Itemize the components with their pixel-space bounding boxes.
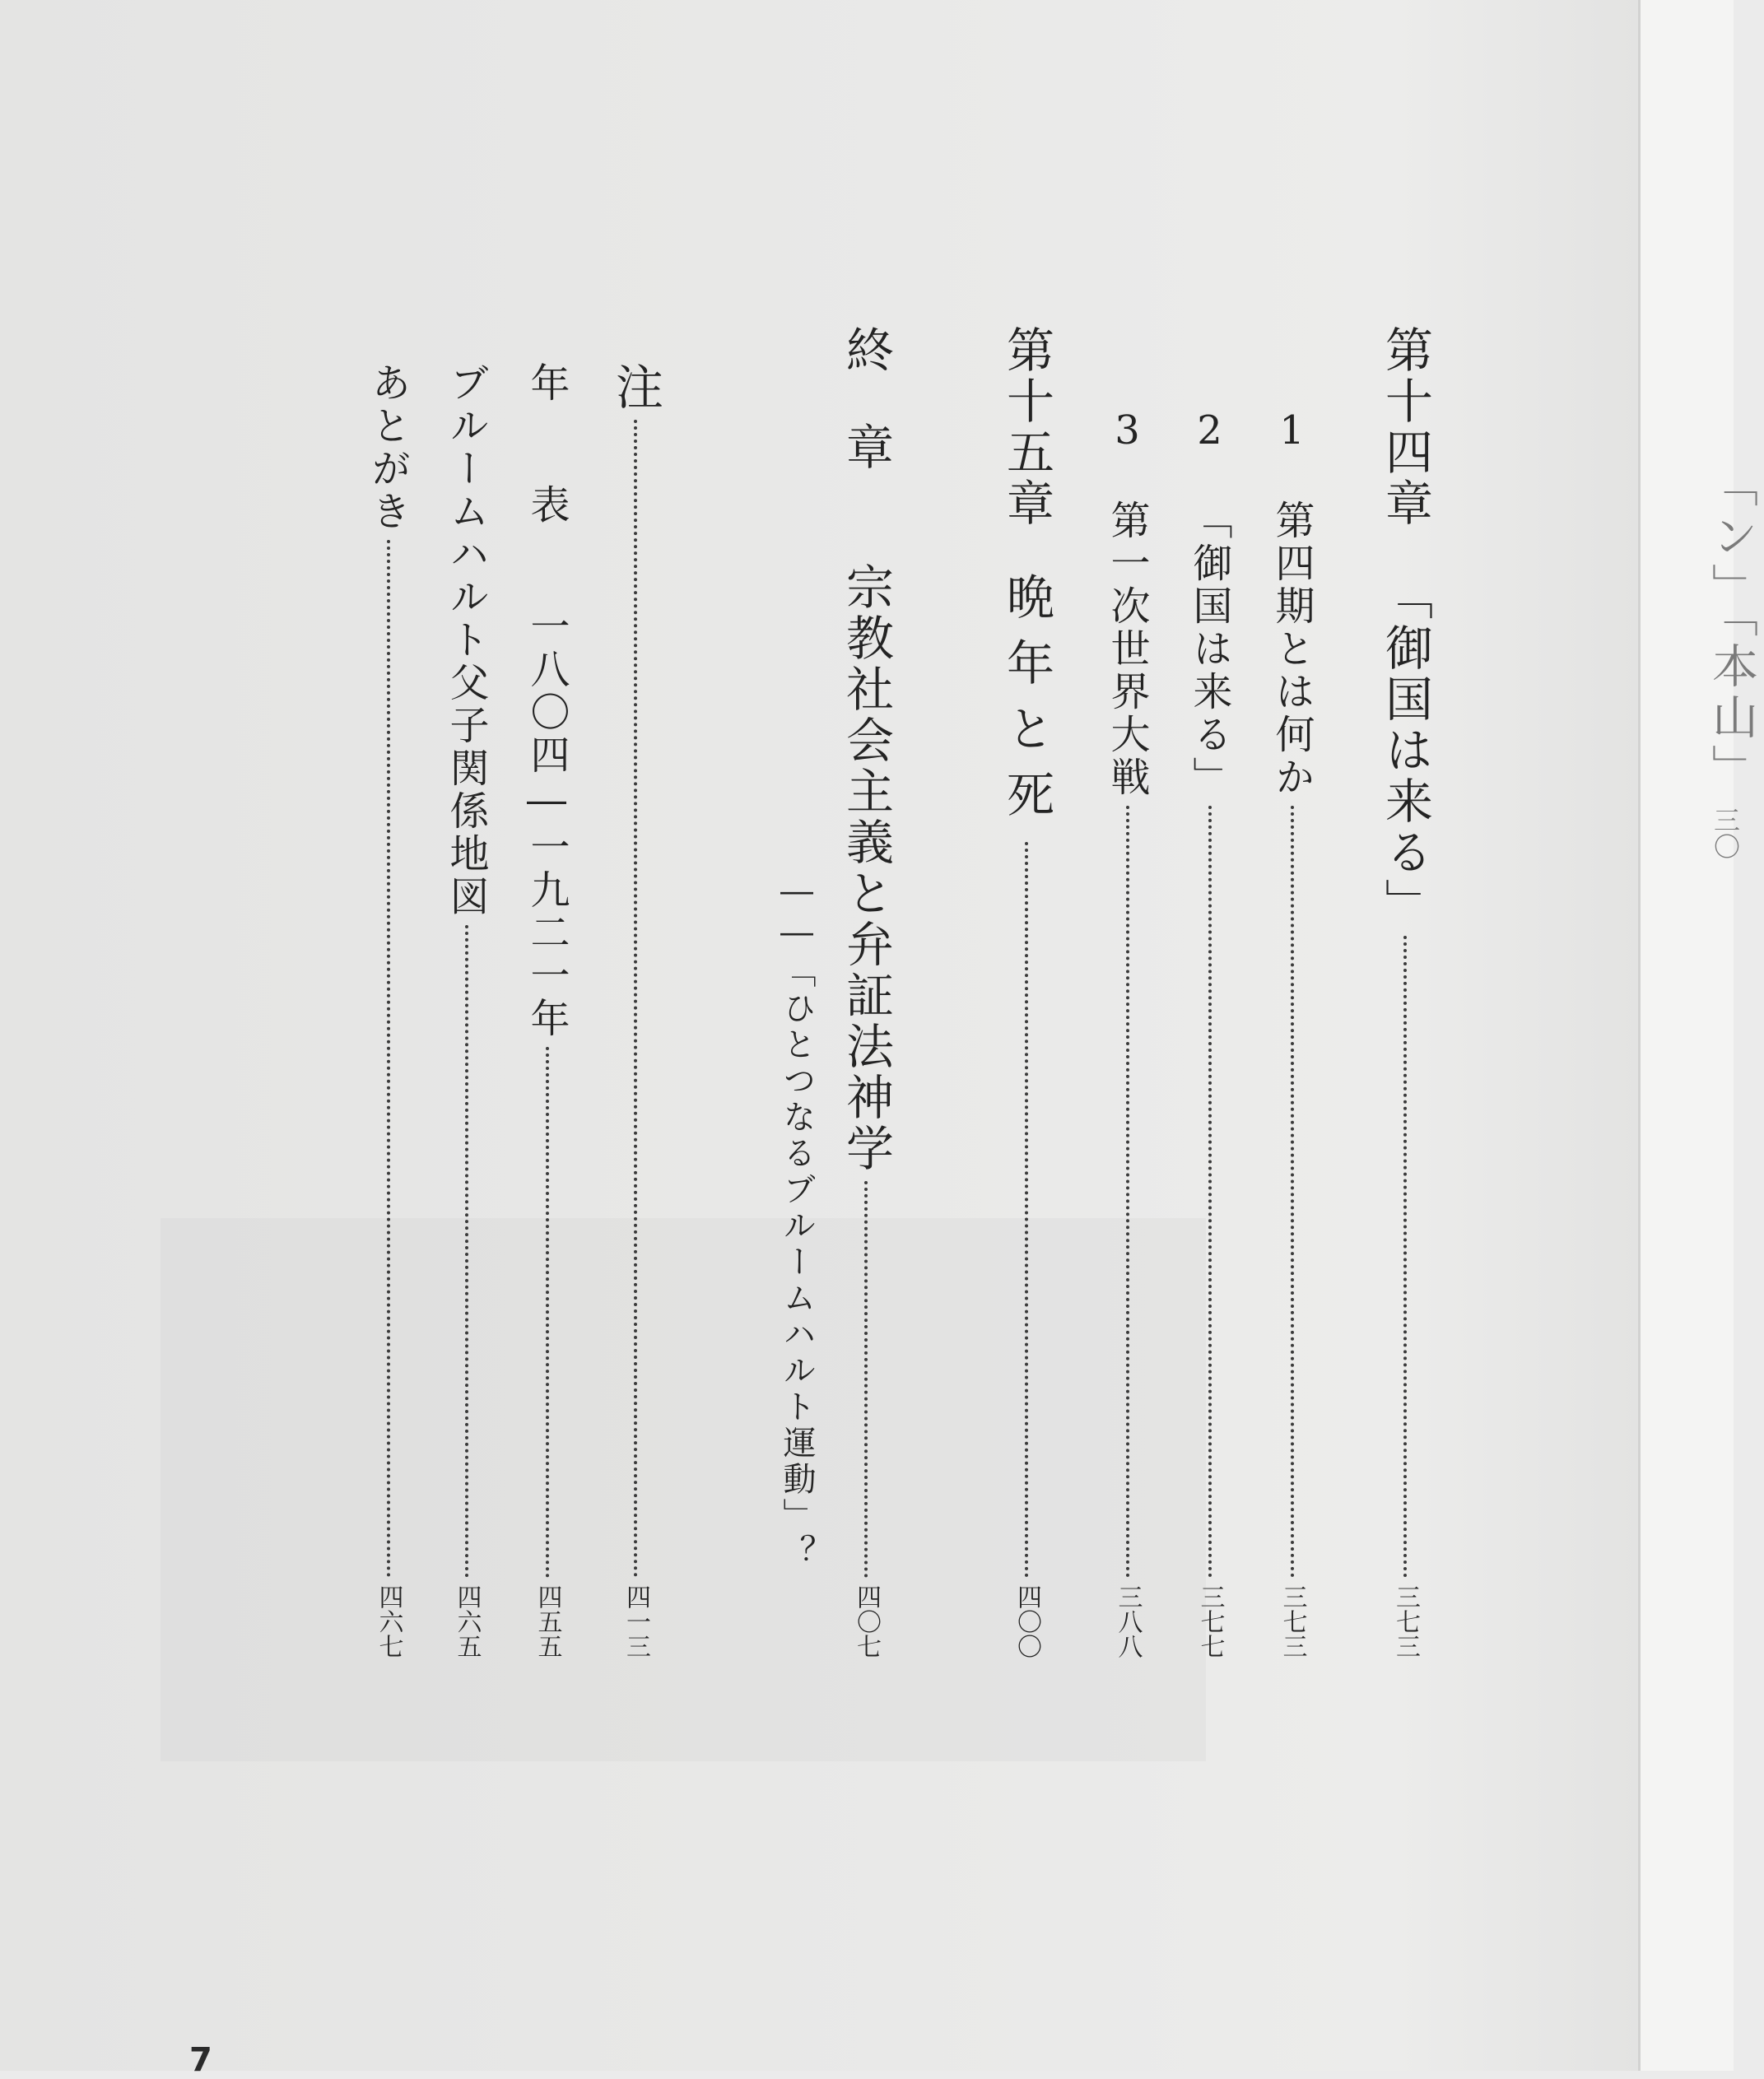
- adjacent-page-text: 「ン」「本山」: [1705, 461, 1758, 795]
- dot-leader: [1403, 936, 1407, 1578]
- toc-entry-section-3[interactable]: [1099, 407, 1156, 1658]
- entry-label: 年表: [524, 362, 570, 606]
- folio-page-number: 7: [189, 2041, 212, 2079]
- section-title: 「御国は来る」: [1186, 500, 1232, 799]
- entry-label: あとがき: [365, 362, 411, 533]
- adjacent-page-edge: [1638, 0, 1758, 2071]
- final-chapter-subtitle: ――「ひとつなるブルームハルト運動」？: [778, 872, 816, 1570]
- page-number: 三七三: [1391, 1584, 1420, 1658]
- page-number: 四〇七: [852, 1584, 881, 1658]
- dot-leader: [1025, 842, 1028, 1578]
- page-number: 四六七: [374, 1584, 403, 1658]
- chapter-label: 終章: [838, 325, 894, 519]
- dot-leader: [1126, 806, 1129, 1578]
- chapter-title: 晩年と死: [998, 572, 1054, 835]
- toc-entry-section-2[interactable]: [1181, 407, 1238, 1658]
- section-title: 第四期とは何か: [1268, 500, 1315, 799]
- dot-leader: [1291, 806, 1294, 1578]
- dot-leader: [465, 925, 468, 1578]
- adjacent-page-number: 三〇: [1710, 807, 1741, 859]
- page-number: 三八八: [1113, 1584, 1143, 1658]
- chapter-title: 宗教社会主義と弁証法神学: [838, 562, 894, 1174]
- dot-leader: [546, 1047, 549, 1578]
- entry-label: 注: [607, 362, 663, 413]
- toc-entry-chapter-14[interactable]: [1371, 325, 1440, 1658]
- toc-entry-section-1[interactable]: [1264, 407, 1320, 1658]
- page-number: 四一三: [621, 1584, 650, 1658]
- chapter-label: 第十五章: [998, 325, 1054, 529]
- page-number: 三七七: [1195, 1584, 1225, 1658]
- chapter-title: 「御国は来る」: [1377, 572, 1433, 929]
- page-number: 四〇〇: [1012, 1584, 1041, 1658]
- section-number: 3: [1104, 407, 1151, 457]
- toc-entry-afterword[interactable]: [360, 362, 417, 1658]
- toc-entry-notes[interactable]: [601, 362, 670, 1658]
- chapter-label: 第十四章: [1377, 325, 1433, 529]
- page-number: 四六五: [452, 1584, 482, 1658]
- dot-leader: [864, 1181, 868, 1578]
- toc-entry-map[interactable]: [438, 362, 495, 1658]
- section-title: 第一次世界大戦: [1104, 500, 1150, 799]
- dot-leader: [634, 420, 637, 1578]
- dot-leader: [387, 540, 390, 1578]
- entry-label: ブルームハルト父子関係地図: [443, 362, 489, 919]
- dot-leader: [1208, 806, 1212, 1578]
- section-number: 2: [1186, 407, 1233, 457]
- page-number: 四五五: [533, 1584, 562, 1658]
- entry-title: 一八〇四―一九二一年: [524, 606, 570, 1040]
- toc-entry-chronology[interactable]: [519, 362, 575, 1658]
- toc-entry-final-chapter[interactable]: [831, 325, 901, 1658]
- toc-entry-chapter-15[interactable]: [992, 325, 1061, 1658]
- page-number: 三七三: [1278, 1584, 1307, 1658]
- section-number: 1: [1268, 407, 1315, 457]
